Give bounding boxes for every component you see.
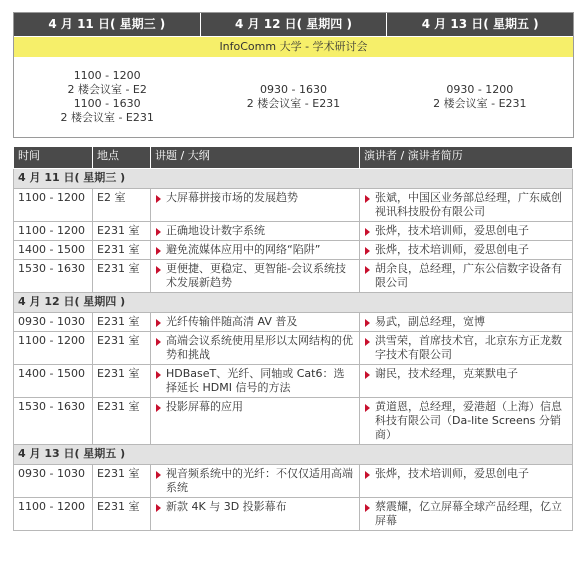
table-row xyxy=(14,189,573,222)
col-header-room: 地点 xyxy=(93,147,151,169)
session-room: E231 室 xyxy=(93,222,151,241)
day-group-row xyxy=(14,169,573,189)
table-row xyxy=(14,332,573,365)
summary-line: 2 楼会议室 - E2 xyxy=(67,83,147,96)
session-room: E231 室 xyxy=(93,241,151,260)
session-speaker: 张烨，技术培训师，爱思创电子 xyxy=(360,241,573,260)
session-speaker: 张烨，技术培训师，爱思创电子 xyxy=(360,465,573,498)
session-topic: 更便捷、更稳定、更智能-会议系统技术发展新趋势 xyxy=(151,260,360,293)
day-header: 4 月 12 日( 星期四 ) xyxy=(201,13,388,36)
table-row xyxy=(14,241,573,260)
table-row xyxy=(14,498,573,531)
summary-line: 0930 - 1630 xyxy=(260,83,327,96)
summary-line: 2 楼会议室 - E231 xyxy=(433,97,527,110)
day-group-row xyxy=(14,293,573,313)
session-topic: 新款 4K 与 3D 投影幕布 xyxy=(151,498,360,531)
day-header: 4 月 11 日( 星期三 ) xyxy=(14,13,201,36)
summary-day-header xyxy=(14,13,573,36)
session-room: E231 室 xyxy=(93,465,151,498)
summary-line: 2 楼会议室 - E231 xyxy=(60,111,154,124)
table-row xyxy=(14,398,573,445)
session-time: 1100 - 1200 xyxy=(14,332,93,365)
session-room: E2 室 xyxy=(93,189,151,222)
session-speaker: 谢民，技术经理，克莱默电子 xyxy=(360,365,573,398)
summary-col-day2 xyxy=(200,57,386,137)
session-topic: HDBaseT、光纤、同轴或 Cat6：选择延长 HDMI 信号的方法 xyxy=(151,365,360,398)
session-topic: 正确地设计数字系统 xyxy=(151,222,360,241)
session-topic: 高端会议系统使用星形以太网结构的优势和挑战 xyxy=(151,332,360,365)
session-time: 1400 - 1500 xyxy=(14,241,93,260)
session-speaker: 易武，副总经理，宽博 xyxy=(360,313,573,332)
session-time: 0930 - 1030 xyxy=(14,313,93,332)
session-speaker: 张斌，中国区业务部总经理，广东威创视讯科技股份有限公司 xyxy=(360,189,573,222)
session-room: E231 室 xyxy=(93,332,151,365)
session-topic: 避免流媒体应用中的网络“陷阱” xyxy=(151,241,360,260)
session-speaker: 蔡震耀，亿立屏幕全球产品经理，亿立屏幕 xyxy=(360,498,573,531)
day-group-row xyxy=(14,445,573,465)
summary-col-day1 xyxy=(14,57,200,137)
session-speaker: 黄道恩，总经理，爱港超（上海）信息科技有限公司（Da-lite Screens 分销商） xyxy=(360,398,573,445)
col-header-speaker: 演讲者 / 演讲者简历 xyxy=(360,147,573,169)
agenda-table xyxy=(13,146,573,531)
summary-line: 2 楼会议室 - E231 xyxy=(246,97,341,110)
session-time: 1100 - 1200 xyxy=(14,189,93,222)
seminar-banner: InfoComm 大学 - 学术研讨会 xyxy=(14,36,573,57)
session-topic: 视音频系统中的光纤：不仅仅适用高端系统 xyxy=(151,465,360,498)
session-time: 1530 - 1630 xyxy=(14,260,93,293)
session-topic: 投影屏幕的应用 xyxy=(151,398,360,445)
table-row xyxy=(14,313,573,332)
col-header-topic: 讲题 / 大纲 xyxy=(151,147,360,169)
summary-schedule xyxy=(13,12,574,138)
session-room: E231 室 xyxy=(93,313,151,332)
summary-line: 1100 - 1630 xyxy=(73,97,141,110)
agenda-header-row xyxy=(14,147,573,169)
session-time: 1530 - 1630 xyxy=(14,398,93,445)
session-time: 0930 - 1030 xyxy=(14,465,93,498)
table-row xyxy=(14,465,573,498)
day-group-label: 4 月 12 日( 星期四 ) xyxy=(14,293,573,313)
table-row xyxy=(14,365,573,398)
session-time: 1400 - 1500 xyxy=(14,365,93,398)
day-group-label: 4 月 11 日( 星期三 ) xyxy=(14,169,573,189)
day-header: 4 月 13 日( 星期五 ) xyxy=(421,17,539,31)
session-speaker: 张烨，技术培训师，爱思创电子 xyxy=(360,222,573,241)
day-group-label: 4 月 13 日( 星期五 ) xyxy=(14,445,573,465)
summary-line: 1100 - 1200 xyxy=(73,69,141,82)
session-room: E231 室 xyxy=(93,398,151,445)
session-speaker: 胡余良，总经理，广东公信数字设备有限公司 xyxy=(360,260,573,293)
table-row xyxy=(14,222,573,241)
session-topic: 光纤传输伴随高清 AV 普及 xyxy=(151,313,360,332)
session-topic: 大屏幕拼接市场的发展趋势 xyxy=(151,189,360,222)
summary-body xyxy=(14,57,573,137)
table-row xyxy=(14,260,573,293)
summary-col-day3 xyxy=(387,57,573,137)
session-time: 1100 - 1200 xyxy=(14,222,93,241)
session-speaker: 洪雪荣，首席技术官，北京东方正龙数字技术有限公司 xyxy=(360,332,573,365)
session-time: 1100 - 1200 xyxy=(14,498,93,531)
summary-line: 0930 - 1200 xyxy=(446,83,514,96)
session-room: E231 室 xyxy=(93,365,151,398)
session-room: E231 室 xyxy=(93,260,151,293)
col-header-time: 时间 xyxy=(14,147,93,169)
session-room: E231 室 xyxy=(93,498,151,531)
